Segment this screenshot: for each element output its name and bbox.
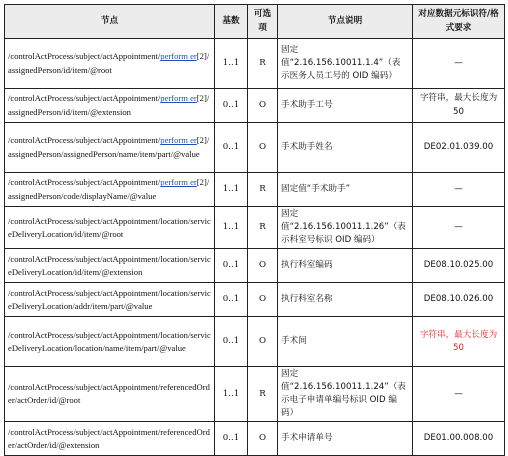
description-cell: 固定值“2.16.156.10011.1.24”（表示电子申请单编号标识 OID 编码） [278,367,413,422]
description-cell: 固定值“2.16.156.10011.1.26”（表示科室号标识 OID 编码） [278,207,413,249]
table-row [5,89,505,123]
description-cell: 手术申请单号 [278,422,413,456]
mapping-cell: DE08.10.025.00 [413,249,505,283]
table-row [5,173,505,207]
optional-cell: R [248,207,278,249]
table-row [5,367,505,422]
mapping-cell: — [413,39,505,89]
cardinality-cell: 1..1 [215,39,248,89]
optional-cell: O [248,123,278,173]
table-row [5,249,505,283]
mapping-cell: DE01.00.008.00 [413,422,505,456]
performer-link[interactable]: perform er [160,177,197,188]
description-cell: 手术助手姓名 [278,123,413,173]
node-path: /controlActProcess/subject/actAppointment/location/serviceDeliveryLocation/location/name/item/part/@value [5,317,215,367]
optional-cell: R [248,367,278,422]
node-path: /controlActProcess/subject/actAppointment/referencedOrder/actOrder/id/@root [5,367,215,422]
node-path: /controlActProcess/subject/actAppointment/perform er[2]/assignedPerson/assignedPerson/name/item/part/@value [5,123,215,173]
mapping-cell: — [413,367,505,422]
table-row [5,39,505,89]
node-path: /controlActProcess/subject/actAppointment/referencedOrder/actOrder/id/@extension [5,422,215,456]
header-description: 节点说明 [278,5,413,39]
mapping-cell: — [413,207,505,249]
optional-cell: O [248,422,278,456]
node-path: /controlActProcess/subject/actAppointment/location/serviceDeliveryLocation/addr/item/part/@value [5,283,215,317]
mapping-cell-highlighted: 字符串，最大长度为 50 [413,317,505,367]
mapping-cell: — [413,173,505,207]
node-path: /controlActProcess/subject/actAppointment/perform er[2]/assignedPerson/code/displayName/@value [5,173,215,207]
mapping-cell: DE02.01.039.00 [413,123,505,173]
node-path: /controlActProcess/subject/actAppointment/location/serviceDeliveryLocation/id/item/@extension [5,249,215,283]
cardinality-cell: 0..1 [215,283,248,317]
cardinality-cell: 0..1 [215,249,248,283]
node-path: /controlActProcess/subject/actAppointment/perform er[2]/assignedPerson/id/item/@extension [5,89,215,123]
performer-link[interactable]: perform er [160,51,197,62]
node-path: /controlActProcess/subject/actAppointment/perform er[2]/assignedPerson/id/item/@root [5,39,215,89]
description-cell: 执行科室编码 [278,249,413,283]
cardinality-cell: 0..1 [215,317,248,367]
description-cell: 固定值“手术助手” [278,173,413,207]
description-cell: 执行科室名称 [278,283,413,317]
performer-link[interactable]: perform er [160,93,197,104]
table-row [5,422,505,456]
data-element-table [4,4,505,456]
optional-cell: O [248,249,278,283]
header-optional: 可选项 [248,5,278,39]
table-row [5,207,505,249]
cardinality-cell: 0..1 [215,89,248,123]
cardinality-cell: 0..1 [215,123,248,173]
cardinality-cell: 0..1 [215,422,248,456]
table-row [5,123,505,173]
table-row [5,317,505,367]
optional-cell: O [248,283,278,317]
header-cardinality: 基数 [215,5,248,39]
header-node: 节点 [5,5,215,39]
performer-link[interactable]: perform er [160,135,197,146]
mapping-cell: DE08.10.026.00 [413,283,505,317]
optional-cell: O [248,89,278,123]
table-row [5,283,505,317]
cardinality-cell: 1..1 [215,367,248,422]
optional-cell: O [248,317,278,367]
mapping-cell: 字符串，最大长度为 50 [413,89,505,123]
description-cell: 固定值“2.16.156.10011.1.4”（表示医务人员工号的 OID 编码） [278,39,413,89]
node-path: /controlActProcess/subject/actAppointment/location/serviceDeliveryLocation/id/item/@root [5,207,215,249]
cardinality-cell: 1..1 [215,173,248,207]
header-mapping: 对应数据元标识符/格式要求 [413,5,505,39]
header-row [5,5,505,39]
description-cell: 手术助手工号 [278,89,413,123]
description-cell: 手术间 [278,317,413,367]
optional-cell: R [248,39,278,89]
optional-cell: R [248,173,278,207]
cardinality-cell: 1..1 [215,207,248,249]
